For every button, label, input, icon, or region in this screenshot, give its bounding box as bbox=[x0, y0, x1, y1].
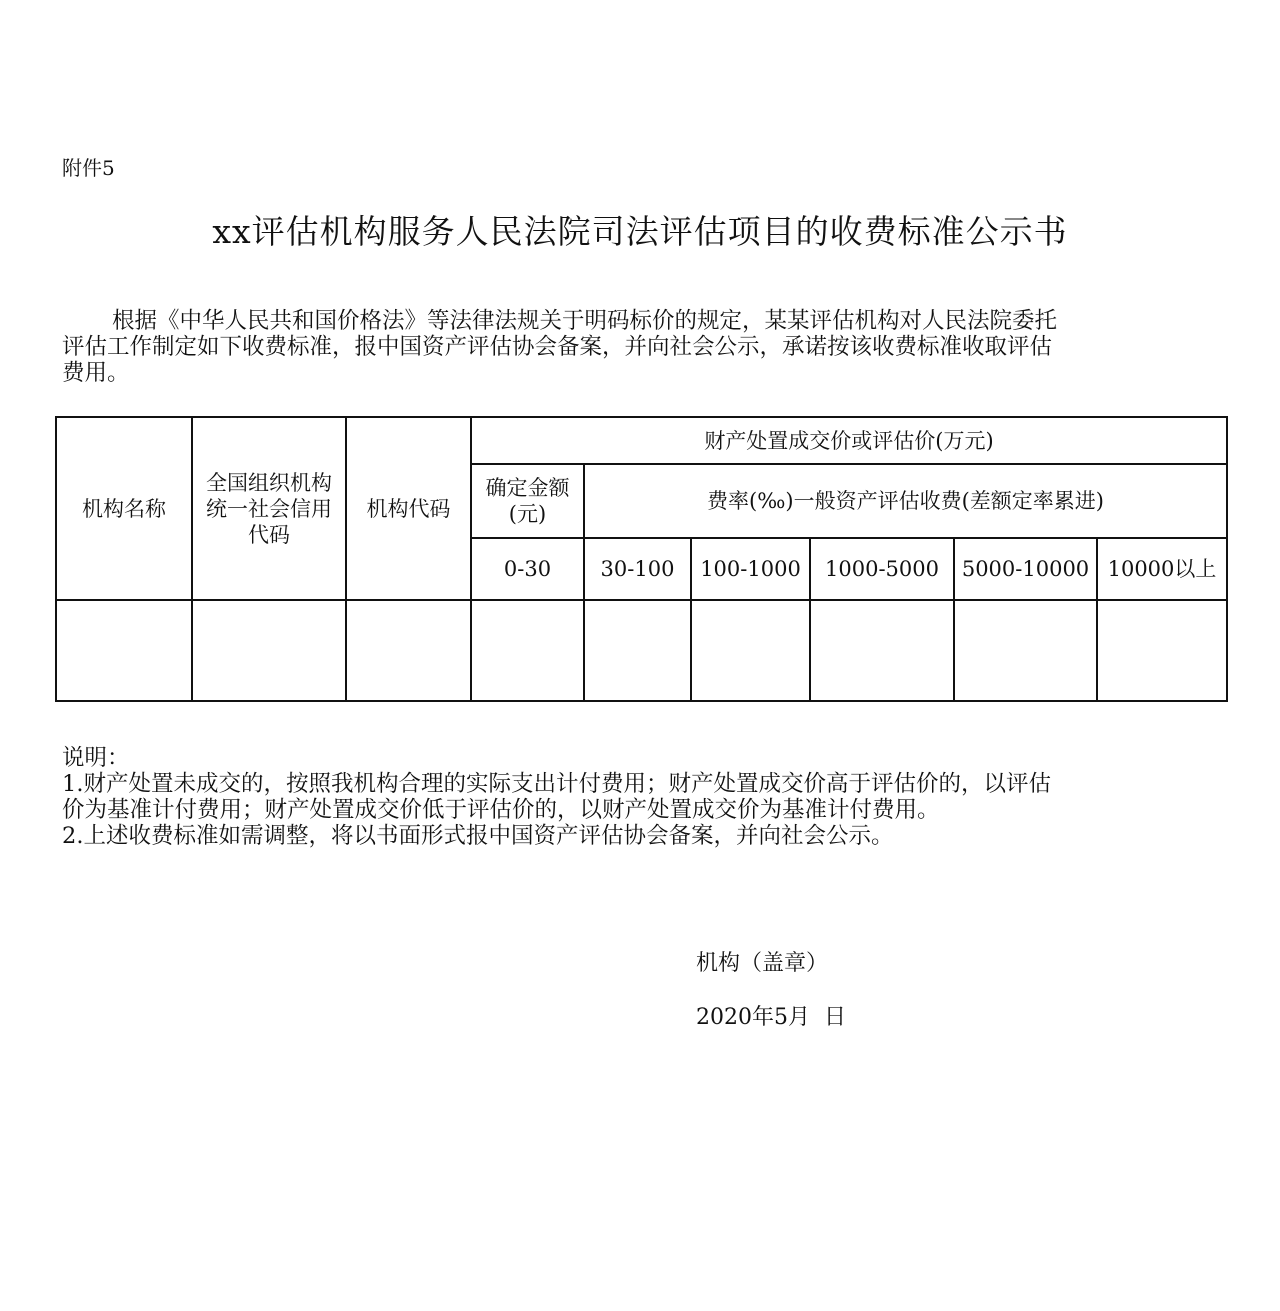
cell-rate-1000-5000[interactable] bbox=[810, 600, 954, 701]
header-fixed-amount: 确定金额(元) bbox=[471, 464, 584, 538]
note-line: 1.财产处置未成交的，按照我机构合理的实际支出计付费用；财产处置成交价高于评估价的，以评估 bbox=[62, 771, 1051, 797]
cell-org-name[interactable] bbox=[56, 600, 192, 701]
document-title: xx评估机构服务人民法院司法评估项目的收费标准公示书 bbox=[212, 212, 1068, 251]
intro-line: 费用。 bbox=[62, 360, 130, 386]
intro-line: 评估工作制定如下收费标准，报中国资产评估协会备案，并向社会公示，承诺按该收费标准收取评估 bbox=[62, 334, 1053, 360]
cell-rate-5000-10000[interactable] bbox=[954, 600, 1097, 701]
date-label: 2020年5月 日 bbox=[696, 1005, 846, 1030]
intro-paragraph bbox=[62, 308, 1202, 386]
header-org-code: 机构代码 bbox=[346, 417, 471, 600]
cell-rate-100-1000[interactable] bbox=[691, 600, 810, 701]
header-credit-code: 全国组织机构统一社会信用代码 bbox=[192, 417, 346, 600]
range-5000-10000: 5000-10000 bbox=[954, 538, 1097, 600]
range-100-1000: 100-1000 bbox=[691, 538, 810, 600]
range-10000-plus: 10000以上 bbox=[1097, 538, 1227, 600]
cell-credit-code[interactable] bbox=[192, 600, 346, 701]
table-row bbox=[56, 600, 1227, 701]
range-30-100: 30-100 bbox=[584, 538, 691, 600]
cell-rate-10000-plus[interactable] bbox=[1097, 600, 1227, 701]
attachment-label: 附件5 bbox=[62, 156, 115, 180]
range-0-30: 0-30 bbox=[471, 538, 584, 600]
cell-rate-30-100[interactable] bbox=[584, 600, 691, 701]
header-org-name: 机构名称 bbox=[56, 417, 192, 600]
intro-line: 根据《中华人民共和国价格法》等法律法规关于明码标价的规定，某某评估机构对人民法院委托 bbox=[112, 308, 1058, 334]
note-line: 价为基准计付费用；财产处置成交价低于评估价的，以财产处置成交价为基准计付费用。 bbox=[62, 797, 940, 823]
cell-fixed-amount[interactable] bbox=[471, 600, 584, 701]
fee-standard-table bbox=[55, 416, 1228, 702]
notes-heading: 说明： bbox=[62, 745, 130, 771]
header-price-group: 财产处置成交价或评估价(万元) bbox=[471, 417, 1227, 464]
notes-section bbox=[62, 745, 1212, 849]
cell-org-code[interactable] bbox=[346, 600, 471, 701]
org-seal-label: 机构（盖章） bbox=[696, 951, 829, 976]
range-1000-5000: 1000-5000 bbox=[810, 538, 954, 600]
header-rate-group: 费率(‰)一般资产评估收费(差额定率累进) bbox=[584, 464, 1227, 538]
note-line: 2.上述收费标准如需调整，将以书面形式报中国资产评估协会备案，并向社会公示。 bbox=[62, 823, 894, 849]
